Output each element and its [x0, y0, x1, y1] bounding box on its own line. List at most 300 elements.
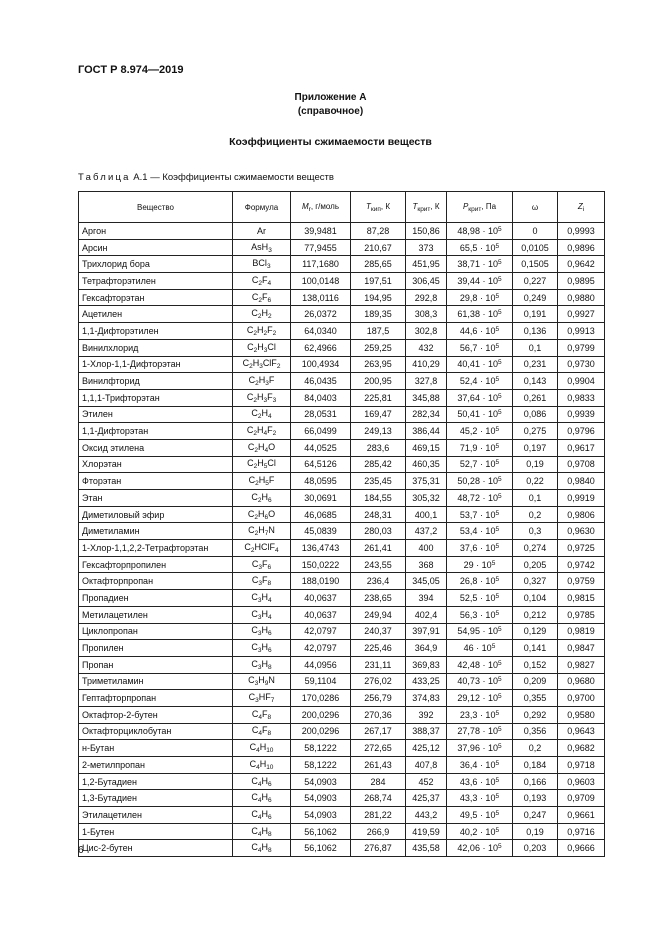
compressibility-factor: 0,9919	[558, 490, 605, 507]
boiling-temp: 276,87	[351, 840, 406, 857]
molar-mass: 64,0340	[291, 323, 351, 340]
formula-cell: $C_4H_{10}$	[233, 740, 291, 757]
formula-cell: $C_2H_4$	[233, 406, 291, 423]
table-row	[79, 356, 605, 373]
header-formula: Формула	[233, 192, 291, 223]
critical-pressure: $40,73 \cdot 10^5$	[447, 673, 513, 690]
compressibility-factor: 0,9895	[558, 273, 605, 290]
compressibility-factor: 0,9785	[558, 606, 605, 623]
table-row	[79, 840, 605, 857]
critical-pressure: $53,7 \cdot 10^5$	[447, 506, 513, 523]
acentric-factor: 0,086	[513, 406, 558, 423]
substance-name: Этилацетилен	[79, 807, 233, 824]
critical-pressure: $44,6 \cdot 10^5$	[447, 323, 513, 340]
critical-temp: 368	[406, 556, 447, 573]
table-row	[79, 556, 605, 573]
table-row	[79, 523, 605, 540]
boiling-temp: 261,41	[351, 540, 406, 557]
formula-cell: $C_2H_2F_2$	[233, 323, 291, 340]
molar-mass: 54,0903	[291, 773, 351, 790]
formula-cell: $C_2H_5Cl$	[233, 456, 291, 473]
formula-cell: $C_4H_{10}$	[233, 757, 291, 774]
substance-name: 1,1-Дифторэтан	[79, 423, 233, 440]
boiling-temp: 284	[351, 773, 406, 790]
formula-cell: $C_4H_6$	[233, 807, 291, 824]
formula-cell: $C_2HClF_4$	[233, 540, 291, 557]
acentric-factor: 0,143	[513, 373, 558, 390]
table-row	[79, 673, 605, 690]
formula-cell: $C_4H_8$	[233, 840, 291, 857]
substance-name: Октафторпропан	[79, 573, 233, 590]
compressibility-factor: 0,9827	[558, 656, 605, 673]
substance-name: 1,1,1-Трифторэтан	[79, 389, 233, 406]
acentric-factor: 0,231	[513, 356, 558, 373]
header-substance: Вещество	[79, 192, 233, 223]
table-row	[79, 623, 605, 640]
substance-name: Метилацетилен	[79, 606, 233, 623]
boiling-temp: 249,13	[351, 423, 406, 440]
table-row	[79, 706, 605, 723]
molar-mass: 150,0222	[291, 556, 351, 573]
substance-name: 1,2-Бутадиен	[79, 773, 233, 790]
compressibility-factor: 0,9666	[558, 840, 605, 857]
table-row	[79, 807, 605, 824]
compressibility-factor: 0,9819	[558, 623, 605, 640]
molar-mass: 138,0116	[291, 289, 351, 306]
critical-temp: 400	[406, 540, 447, 557]
acentric-factor: 0,227	[513, 273, 558, 290]
molar-mass: 62,4966	[291, 339, 351, 356]
critical-pressure: $40,41 \cdot 10^5$	[447, 356, 513, 373]
formula-cell: AsH$_3$	[233, 239, 291, 256]
molar-mass: 59,1104	[291, 673, 351, 690]
critical-temp: 345,05	[406, 573, 447, 590]
substance-name: 2-метилпропан	[79, 757, 233, 774]
substance-name: Октафторциклобутан	[79, 723, 233, 740]
compressibility-factor: 0,9580	[558, 706, 605, 723]
compressibility-factor: 0,9880	[558, 289, 605, 306]
acentric-factor: 0,3	[513, 523, 558, 540]
acentric-factor: 0,327	[513, 573, 558, 590]
boiling-temp: 267,17	[351, 723, 406, 740]
substance-name: н-Бутан	[79, 740, 233, 757]
formula-cell: $C_2H_3Cl$	[233, 339, 291, 356]
critical-pressure: $29,8 \cdot 10^5$	[447, 289, 513, 306]
critical-temp: 425,12	[406, 740, 447, 757]
molar-mass: 200,0296	[291, 723, 351, 740]
formula-cell: $C_4H_8$	[233, 823, 291, 840]
acentric-factor: 0,203	[513, 840, 558, 857]
molar-mass: 188,0190	[291, 573, 351, 590]
table-row	[79, 406, 605, 423]
critical-temp: 451,95	[406, 256, 447, 273]
acentric-factor: 0,212	[513, 606, 558, 623]
boiling-temp: 194,95	[351, 289, 406, 306]
critical-temp: 292,8	[406, 289, 447, 306]
formula-cell: $C_3H_6$	[233, 623, 291, 640]
formula-cell: $C_3H_4$	[233, 590, 291, 607]
acentric-factor: 0,191	[513, 306, 558, 323]
formula-cell: BCl$_3$	[233, 256, 291, 273]
critical-pressure: $42,48 \cdot 10^5$	[447, 656, 513, 673]
annex-note: (справочное)	[297, 106, 364, 117]
table-body	[79, 223, 605, 857]
substance-name: Гексафторпропилен	[79, 556, 233, 573]
acentric-factor: 0,166	[513, 773, 558, 790]
molar-mass: 58,1222	[291, 757, 351, 774]
standard-number: ГОСТ Р 8.974—2019	[78, 64, 184, 76]
boiling-temp: 210,67	[351, 239, 406, 256]
critical-pressure: $36,4 \cdot 10^5$	[447, 757, 513, 774]
critical-pressure: $48,98 \cdot 10^5$	[447, 223, 513, 240]
molar-mass: 44,0525	[291, 439, 351, 456]
substance-name: Цис-2-бутен	[79, 840, 233, 857]
critical-temp: 407,8	[406, 757, 447, 774]
table-row	[79, 389, 605, 406]
boiling-temp: 225,81	[351, 389, 406, 406]
acentric-factor: 0,356	[513, 723, 558, 740]
critical-temp: 437,2	[406, 523, 447, 540]
acentric-factor: 0,0105	[513, 239, 558, 256]
boiling-temp: 225,46	[351, 640, 406, 657]
substance-name: Этилен	[79, 406, 233, 423]
acentric-factor: 0,129	[513, 623, 558, 640]
substance-name: 1,1-Дифторэтилен	[79, 323, 233, 340]
critical-temp: 469,15	[406, 439, 447, 456]
compressibility-factor: 0,9796	[558, 423, 605, 440]
critical-pressure: $37,96 \cdot 10^5$	[447, 740, 513, 757]
boiling-temp: 87,28	[351, 223, 406, 240]
compressibility-factor: 0,9799	[558, 339, 605, 356]
boiling-temp: 236,4	[351, 573, 406, 590]
critical-temp: 388,37	[406, 723, 447, 740]
substance-name: Гексафторэтан	[79, 289, 233, 306]
table-row	[79, 790, 605, 807]
acentric-factor: 0,1505	[513, 256, 558, 273]
boiling-temp: 243,55	[351, 556, 406, 573]
acentric-factor: 0,355	[513, 690, 558, 707]
molar-mass: 46,0685	[291, 506, 351, 523]
compressibility-factor: 0,9716	[558, 823, 605, 840]
formula-cell: $C_3F_8$	[233, 573, 291, 590]
header-compressibility: $Z_i$	[558, 192, 605, 223]
compressibility-factor: 0,9642	[558, 256, 605, 273]
molar-mass: 136,4743	[291, 540, 351, 557]
substance-name: 1-Хлор-1,1,2,2-Тетрафторэтан	[79, 540, 233, 557]
critical-temp: 373	[406, 239, 447, 256]
molar-mass: 64,5126	[291, 456, 351, 473]
critical-pressure: $29 \cdot 10^5$	[447, 556, 513, 573]
table-row	[79, 473, 605, 490]
substance-name: Пропан	[79, 656, 233, 673]
critical-pressure: $54,95 \cdot 10^5$	[447, 623, 513, 640]
critical-temp: 327,8	[406, 373, 447, 390]
boiling-temp: 197,51	[351, 273, 406, 290]
molar-mass: 40,0637	[291, 590, 351, 607]
table-caption-word: Таблица	[78, 172, 131, 183]
substance-name: Хлорэтан	[79, 456, 233, 473]
boiling-temp: 187,5	[351, 323, 406, 340]
compressibility-factor: 0,9725	[558, 540, 605, 557]
compressibility-factor: 0,9680	[558, 673, 605, 690]
boiling-temp: 235,45	[351, 473, 406, 490]
compressibility-factor: 0,9742	[558, 556, 605, 573]
boiling-temp: 268,74	[351, 790, 406, 807]
substance-name: Октафтор-2-бутен	[79, 706, 233, 723]
critical-pressure: $56,7 \cdot 10^5$	[447, 339, 513, 356]
compressibility-factor: 0,9847	[558, 640, 605, 657]
molar-mass: 56,1062	[291, 840, 351, 857]
substance-name: Фторэтан	[79, 473, 233, 490]
molar-mass: 46,0435	[291, 373, 351, 390]
table-row	[79, 656, 605, 673]
critical-pressure: $53,4 \cdot 10^5$	[447, 523, 513, 540]
compressibility-factor: 0,9709	[558, 790, 605, 807]
critical-temp: 410,29	[406, 356, 447, 373]
critical-temp: 302,8	[406, 323, 447, 340]
acentric-factor: 0,209	[513, 673, 558, 690]
critical-pressure: $48,72 \cdot 10^5$	[447, 490, 513, 507]
boiling-temp: 189,35	[351, 306, 406, 323]
formula-cell: $C_2H_6$	[233, 490, 291, 507]
formula-cell: $C_2H_3ClF_2$	[233, 356, 291, 373]
table-row	[79, 590, 605, 607]
molar-mass: 45,0839	[291, 523, 351, 540]
acentric-factor: 0,249	[513, 289, 558, 306]
table-row	[79, 773, 605, 790]
critical-pressure: $52,7 \cdot 10^5$	[447, 456, 513, 473]
critical-temp: 369,83	[406, 656, 447, 673]
critical-temp: 150,86	[406, 223, 447, 240]
compressibility-factor: 0,9718	[558, 757, 605, 774]
table-caption	[78, 172, 334, 183]
critical-temp: 374,83	[406, 690, 447, 707]
critical-temp: 452	[406, 773, 447, 790]
critical-pressure: $71,9 \cdot 10^5$	[447, 439, 513, 456]
boiling-temp: 200,95	[351, 373, 406, 390]
molar-mass: 100,4934	[291, 356, 351, 373]
formula-cell: $C_2F_4$	[233, 273, 291, 290]
table-row	[79, 506, 605, 523]
critical-temp: 308,3	[406, 306, 447, 323]
substance-name: Аргон	[79, 223, 233, 240]
table-row	[79, 256, 605, 273]
critical-temp: 419,59	[406, 823, 447, 840]
molar-mass: 56,1062	[291, 823, 351, 840]
molar-mass: 54,0903	[291, 790, 351, 807]
molar-mass: 42,0797	[291, 640, 351, 657]
substance-name: Пропадиен	[79, 590, 233, 607]
boiling-temp: 240,37	[351, 623, 406, 640]
table-row	[79, 423, 605, 440]
substance-name: Винилфторид	[79, 373, 233, 390]
substance-name: Циклопропан	[79, 623, 233, 640]
critical-temp: 400,1	[406, 506, 447, 523]
acentric-factor: 0,104	[513, 590, 558, 607]
boiling-temp: 169,47	[351, 406, 406, 423]
formula-cell: $C_2H_4O$	[233, 439, 291, 456]
molar-mass: 42,0797	[291, 623, 351, 640]
acentric-factor: 0,1	[513, 339, 558, 356]
formula-cell: $C_2H_4F_2$	[233, 423, 291, 440]
table-row	[79, 306, 605, 323]
substance-name: Пропилен	[79, 640, 233, 657]
table-row	[79, 640, 605, 657]
formula-cell: $C_3F_6$	[233, 556, 291, 573]
compressibility-factor: 0,9603	[558, 773, 605, 790]
header-boiling-temp: $T_{кип}$, К	[351, 192, 406, 223]
acentric-factor: 0,2	[513, 506, 558, 523]
acentric-factor: 0,275	[513, 423, 558, 440]
critical-temp: 364,9	[406, 640, 447, 657]
critical-temp: 443,2	[406, 807, 447, 824]
formula-cell: Ar	[233, 223, 291, 240]
critical-temp: 392	[406, 706, 447, 723]
table-row	[79, 573, 605, 590]
formula-cell: $C_3HF_7$	[233, 690, 291, 707]
compressibility-factor: 0,9913	[558, 323, 605, 340]
formula-cell: $C_3H_8$	[233, 656, 291, 673]
substance-name: Оксид этилена	[79, 439, 233, 456]
molar-mass: 26,0372	[291, 306, 351, 323]
formula-cell: $C_2H_2$	[233, 306, 291, 323]
acentric-factor: 0,19	[513, 456, 558, 473]
compressibility-factor: 0,9682	[558, 740, 605, 757]
critical-temp: 306,45	[406, 273, 447, 290]
molar-mass: 44,0956	[291, 656, 351, 673]
formula-cell: $C_2F_6$	[233, 289, 291, 306]
boiling-temp: 280,03	[351, 523, 406, 540]
formula-cell: $C_3H_9N$	[233, 673, 291, 690]
acentric-factor: 0,136	[513, 323, 558, 340]
molar-mass: 66,0499	[291, 423, 351, 440]
page-number: 6	[78, 845, 84, 856]
critical-pressure: $38,71 \cdot 10^5$	[447, 256, 513, 273]
formula-cell: $C_4H_6$	[233, 773, 291, 790]
molar-mass: 54,0903	[291, 807, 351, 824]
header-critical-pressure: $P_{крит}$, Па	[447, 192, 513, 223]
critical-temp: 394	[406, 590, 447, 607]
molar-mass: 28,0531	[291, 406, 351, 423]
boiling-temp: 272,65	[351, 740, 406, 757]
compressibility-factor: 0,9661	[558, 807, 605, 824]
table-caption-text: А.1 — Коэффициенты сжимаемости веществ	[130, 172, 334, 183]
molar-mass: 40,0637	[291, 606, 351, 623]
header-critical-temp: $T_{крит}$, К	[406, 192, 447, 223]
molar-mass: 117,1680	[291, 256, 351, 273]
compressibility-factor: 0,9806	[558, 506, 605, 523]
compressibility-factor: 0,9759	[558, 573, 605, 590]
critical-pressure: $43,6 \cdot 10^5$	[447, 773, 513, 790]
table-row	[79, 823, 605, 840]
boiling-temp: 285,42	[351, 456, 406, 473]
acentric-factor: 0,261	[513, 389, 558, 406]
table-row	[79, 456, 605, 473]
table-row	[79, 439, 605, 456]
acentric-factor: 0,247	[513, 807, 558, 824]
critical-temp: 402,4	[406, 606, 447, 623]
molar-mass: 200,0296	[291, 706, 351, 723]
acentric-factor: 0,292	[513, 706, 558, 723]
acentric-factor: 0,205	[513, 556, 558, 573]
critical-pressure: $39,44 \cdot 10^5$	[447, 273, 513, 290]
critical-temp: 435,58	[406, 840, 447, 857]
boiling-temp: 238,65	[351, 590, 406, 607]
boiling-temp: 266,9	[351, 823, 406, 840]
molar-mass: 39,9481	[291, 223, 351, 240]
critical-temp: 397,91	[406, 623, 447, 640]
table-row	[79, 373, 605, 390]
substance-name: Винилхлорид	[79, 339, 233, 356]
boiling-temp: 249,94	[351, 606, 406, 623]
table-row	[79, 339, 605, 356]
critical-pressure: $37,6 \cdot 10^5$	[447, 540, 513, 557]
acentric-factor: 0	[513, 223, 558, 240]
compressibility-factor: 0,9927	[558, 306, 605, 323]
annex-title: Приложение А	[294, 92, 367, 103]
formula-cell: $C_2H_5F$	[233, 473, 291, 490]
section-title: Коэффициенты сжимаемости веществ	[229, 136, 432, 148]
compressibility-factor: 0,9617	[558, 439, 605, 456]
boiling-temp: 276,02	[351, 673, 406, 690]
compressibility-factor: 0,9643	[558, 723, 605, 740]
acentric-factor: 0,274	[513, 540, 558, 557]
boiling-temp: 285,65	[351, 256, 406, 273]
formula-cell: $C_2H_6O$	[233, 506, 291, 523]
compressibility-factor: 0,9708	[558, 456, 605, 473]
table-row	[79, 490, 605, 507]
table-row	[79, 690, 605, 707]
compressibility-factor: 0,9993	[558, 223, 605, 240]
critical-pressure: $65,5 \cdot 10^5$	[447, 239, 513, 256]
critical-pressure: $37,64 \cdot 10^5$	[447, 389, 513, 406]
formula-cell: $C_3H_6$	[233, 640, 291, 657]
acentric-factor: 0,1	[513, 490, 558, 507]
table-row	[79, 757, 605, 774]
substance-name: Этан	[79, 490, 233, 507]
substance-name: Диметиламин	[79, 523, 233, 540]
molar-mass: 58,1222	[291, 740, 351, 757]
table-row	[79, 323, 605, 340]
critical-pressure: $40,2 \cdot 10^5$	[447, 823, 513, 840]
boiling-temp: 263,95	[351, 356, 406, 373]
compressibility-factor: 0,9939	[558, 406, 605, 423]
critical-pressure: $46 \cdot 10^5$	[447, 640, 513, 657]
acentric-factor: 0,141	[513, 640, 558, 657]
boiling-temp: 261,43	[351, 757, 406, 774]
critical-pressure: $43,3 \cdot 10^5$	[447, 790, 513, 807]
header-molar-mass: $M_r$, г/моль	[291, 192, 351, 223]
molar-mass: 30,0691	[291, 490, 351, 507]
table-row	[79, 606, 605, 623]
critical-temp: 386,44	[406, 423, 447, 440]
table-row	[79, 723, 605, 740]
acentric-factor: 0,2	[513, 740, 558, 757]
header-acentric-factor: ω	[513, 192, 558, 223]
critical-temp: 433,25	[406, 673, 447, 690]
compressibility-factor: 0,9700	[558, 690, 605, 707]
substance-name: Гептафторпропан	[79, 690, 233, 707]
boiling-temp: 270,36	[351, 706, 406, 723]
substance-name: Тетрафторэтилен	[79, 273, 233, 290]
critical-pressure: $50,28 \cdot 10^5$	[447, 473, 513, 490]
critical-temp: 282,34	[406, 406, 447, 423]
table-row	[79, 289, 605, 306]
boiling-temp: 283,6	[351, 439, 406, 456]
critical-temp: 425,37	[406, 790, 447, 807]
critical-temp: 432	[406, 339, 447, 356]
table-row	[79, 239, 605, 256]
